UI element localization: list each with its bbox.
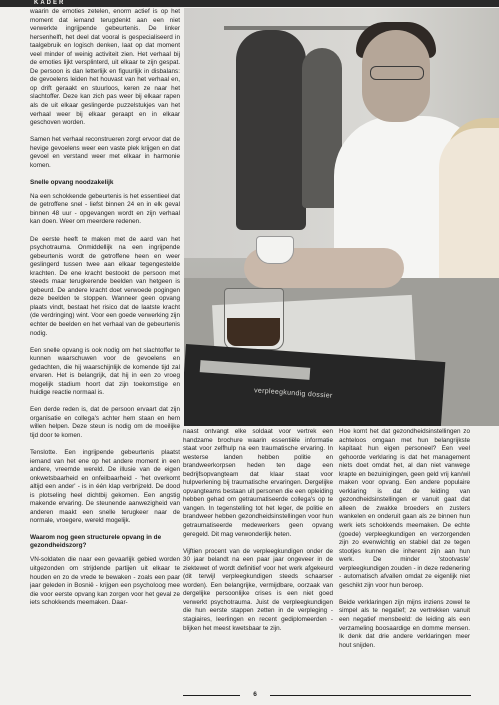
paragraph: waarin de emoties zetelen, enorm actief is op het moment dat iemand terugdenkt aan een niet verwerkte ingrijpende gebeurtenis. De linker hersenhelft, het deel dat vooral is gespecialiseerd in taalgebruik en logisch denken, laat op dat moment veel minder of weinig activiteit zien. Het verhaal bij de emoties lijkt versplinterd, uit elkaar te zijn gespat. De persoon is dan letterlijk en figuurlijk in disbalans: de gevoelens leiden het houvast van het verhaal en, op drift geraakt en stuurloos, keren ze naar het slachtoffer. Deze kan zich pas weer bij elkaar rapen als de uit elkaar geslingerde puzzelstukjes van het verhaal weer bij elkaar geraapt en in elkaar geschoven worden. [30,8,180,127]
section-heading: Waarom nog geen structurele opvang in de gezondheidszorg? [30,534,162,550]
paragraph: Een derde reden is, dat de persoon ervaart dat zijn organisatie en collega's achter hem staan en hem willen helpen. Deze steun is nodig om de moeilijke tijd door te komen. [30,406,180,440]
paragraph: Samen het verhaal reconstrueren zorgt ervoor dat de hevige gevoelens weer een vaste plek krijgen en dat gevoel en verstand weer met elkaar in harmonie komen. [30,136,180,169]
text-column-left [30,8,180,696]
running-header [0,0,499,7]
paragraph: naast ontvangt elke soldaat voor vertrek een handzame brochure waarin essentiële informatie staat voor zelfhulp na een traumatische ervaring. In westerse landen hebben politie en brandweerkorpsen heden ten dage een bedrijfsopvangteam dat klaar staat voor hulpverlening bij traumatische ervaringen. Dergelijke opvangteams bestaan uit personen die een opleiding hebben gehad om getraumatiseerde collega's op te vangen. In tegenstelling tot het leger, de politie en brandweer hebben gezondheidsinstellingen voor hun getraumatiseerde medewerkers geen opvang geregeld. Dit mag verwonderlijk heten. [183,428,333,538]
section-heading: Snelle opvang noodzakelijk [30,178,114,186]
photo-coat [236,30,306,230]
photo-glass-liquid [227,318,280,346]
paragraph: Vijftien procent van de verpleegkundigen onder de 30 jaar belandt na een paar jaar ongeveer in de ziektewet of wordt definitief voor het werk afgekeurd (dit terwijl verpleegkundigen steeds schaarser worden). Een belangrijke, vermijdbare, oorzaak van dergelijke persoonlijke crises is een niet goed verwerkt psychotrauma. Juist de verpleegkundigen die hun eerste stappen zetten in de verpleging - stagiaires, leerlingen en recent gediplomeerden - blijken het meest kwetsbaar te zijn. [183,547,333,632]
photo-nurse-consultation [184,8,499,426]
photo-folder-label: verpleegkundig dossier [253,387,333,400]
paragraph: Hoe komt het dat gezondheidsinstellingen zo achteloos omgaan met hun belangrijkste kapitaal: hun eigen personeel? Een veel gehoorde verklaring is dat het management niets doet omdat het, al dan niet vanwege krapte en bezuinigingen, geen geld vrij kan/wil maken voor opvang. Een andere populaire verklaring is dat de leiding van gezondheidsinstellingen er vanuit gaat dat alleen de zwakke broeders en zusters wankelen en onderuit gaan als ze binnen hun werk iets schokkends meemaken. De echte (goede) verpleegkundigen en verzorgenden zijn zo evenwichtig en stabiel dat ze tegen stootjes kunnen die inherent zijn aan hun werk. De minder 'stootvaste' verpleegkundigen zouden - in deze redenering - automatisch afvallen omdat ze eigenlijk niet geschikt zijn voor hun beroep. [339,428,470,589]
paragraph: Tenslotte. Een ingrijpende gebeurtenis plaatst iemand van het ene op het andere moment in een andere, vreemde wereld. De illusie van de eigen onkwetsbaarheid en onfeilbaarheid - 'het overkomt altijd een ander' - is in één klap verbrijzeld. De dood is plotseling heel dichtbij gekomen. Een angstig makende ervaring. De steunende aanwezigheid van anderen maakt een snelle terugkeer naar de normale, vroegere, wereld mogelijk. [30,449,180,525]
photo-glasses [370,66,424,80]
paragraph: VN-soldaten die naar een gevaarlijk gebied worden uitgezonden om strijdende partijen uit elkaar te houden en zo de vrede te bewaken - zoals een paar jaar geleden in Bosnië - krijgen een psychoIoog mee die voor eerste opvang kan zorgen voor het geval ze iets schokkends meemaken. Daar- [30,556,180,607]
photo-cup [256,236,294,264]
paragraph: Na een schokkende gebeurtenis is het essentieel dat de getroffene snel - liefst binnen 24 en in elk geval binnen 48 uur - opgevangen wordt en zijn verhaal kan doen. Weer om meerdere redenen. [30,192,180,226]
paragraph: Een snelle opvang is ook nodig om het slachtoffer te kunnen waarschuwen voor de gevoelens en gedachten, die hij waarschijnlijk de komende tijd zal ervaren. Het is belangrijk, dat hij in een zo vroeg mogelijk stadium hoort dat zijn toekomstige en huidige reactie normaal is. [30,346,180,397]
text-column-right [339,428,470,690]
page-number: 6 [240,690,270,700]
running-title: KADER [34,0,66,6]
text-column-middle [183,428,333,690]
footer-rule [183,695,471,696]
paragraph: De eerste heeft te maken met de aard van het psychotrauma. Onmiddellijk na een ingrijpende gebeurtenis wordt de getroffene heen en weer geslingerd tussen twee aan elkaar tegengestelde krachten. De ene kracht bestookt de persoon met steeds maar terugkerende beelden van hetgeen is gebeurd. De andere kracht doet verwoede pogingen deze beelden te stoppen. Wanneer geen opvang plaats vindt, bestaat het risico dat de laatste kracht (de verdringing) wint. Voor een goede verwerking zijn echter de beelden en het verhaal van de gebeurtenis nodig. [30,235,180,337]
paragraph: Beide verklaringen zijn mijns inziens zowel te simpel als te negatief; ze vertrekken vanuit een negatief mensbeeld: de leiding als een verzameling boosaardige en domme mensen. Ik denk dat drie andere verklaringen meer hout snijden. [339,598,470,649]
photo-coat-rack [224,26,384,30]
